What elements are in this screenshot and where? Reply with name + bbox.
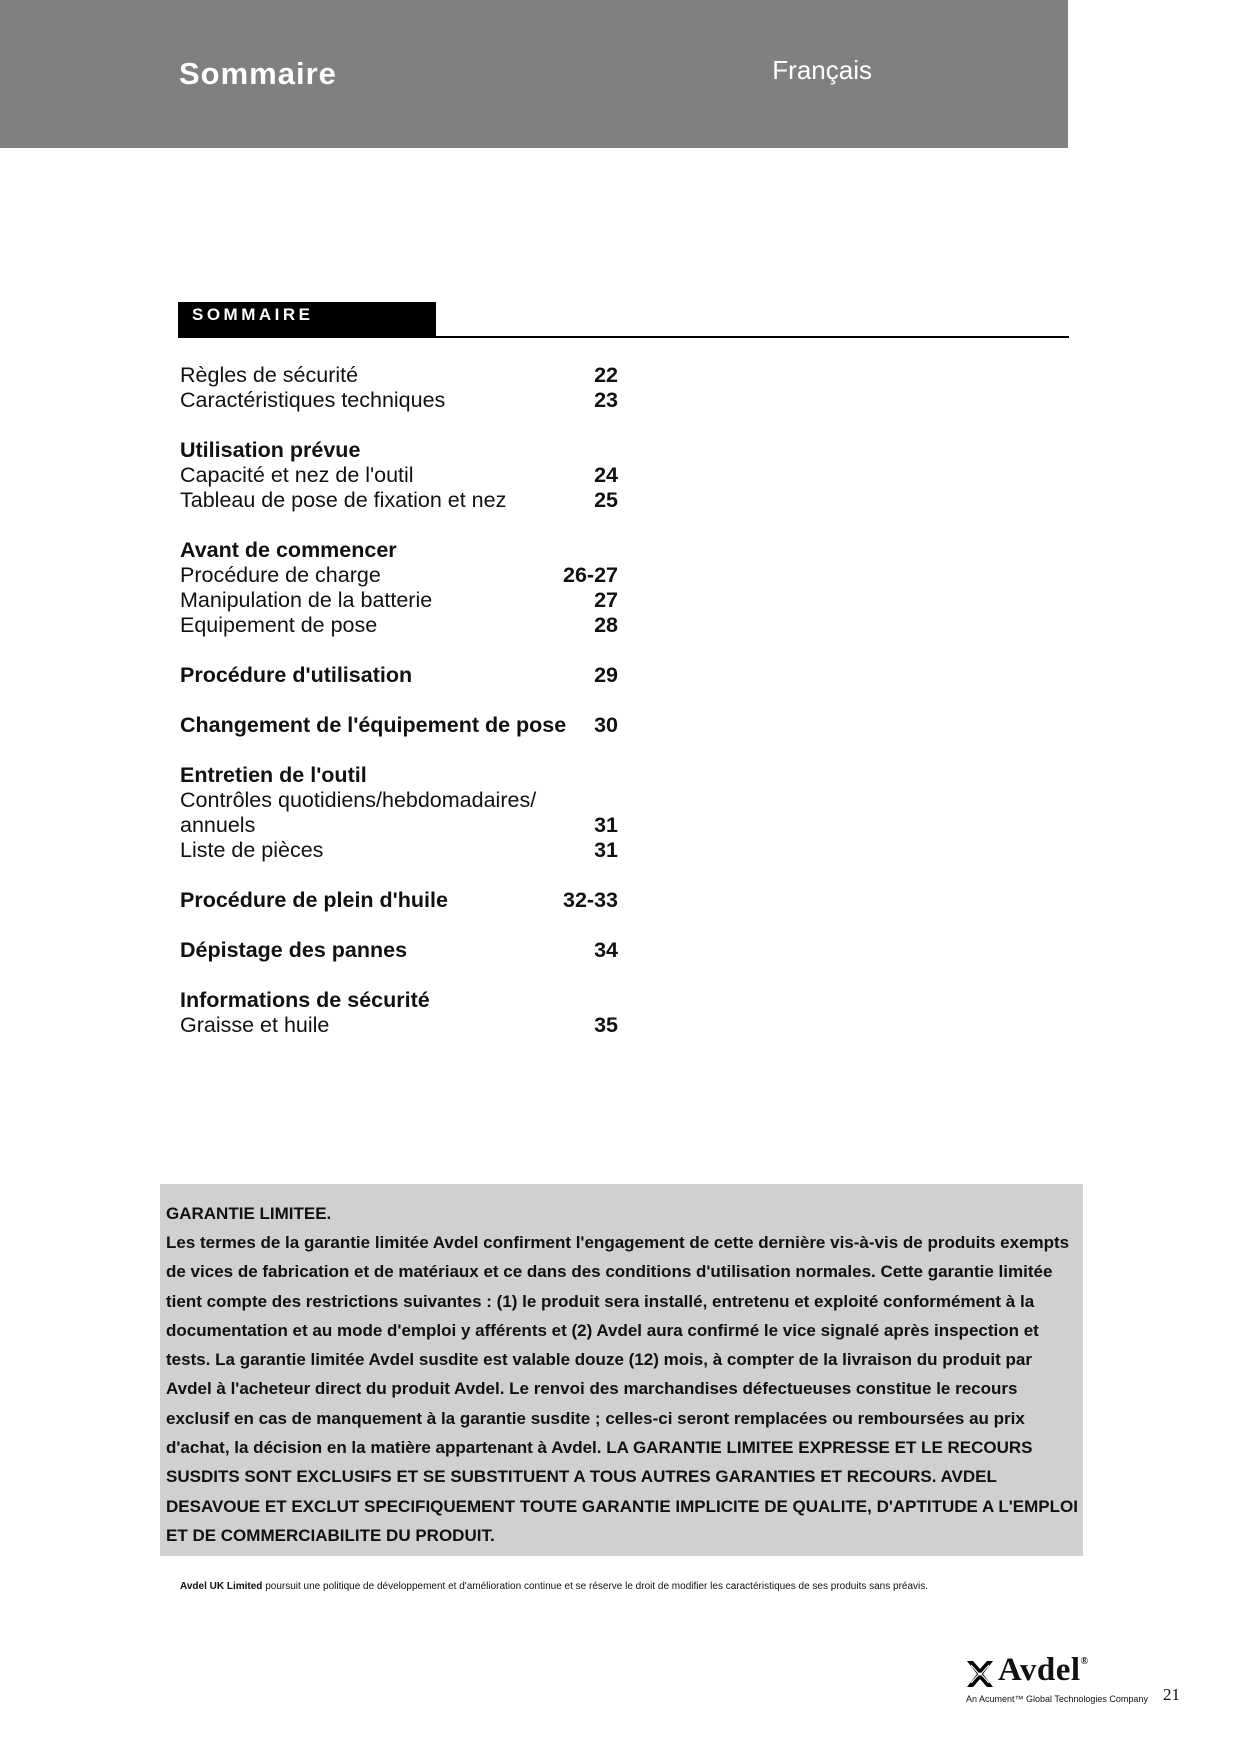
toc-entry-label: Liste de pièces	[180, 838, 324, 862]
toc-entry	[180, 1013, 618, 1038]
toc-spacer	[180, 513, 618, 538]
page-number: 21	[1163, 1685, 1180, 1704]
toc-section-heading	[180, 713, 618, 738]
toc-spacer	[180, 863, 618, 888]
toc-section-heading	[180, 763, 618, 788]
toc-entry-page: 23	[594, 388, 618, 412]
registered-mark: ®	[1080, 1656, 1089, 1667]
toc-entry-label: Informations de sécurité	[180, 988, 430, 1012]
toc-entry	[180, 838, 618, 863]
toc-section-heading	[180, 663, 618, 688]
warranty-title: GARANTIE LIMITEE.	[166, 1204, 332, 1223]
toc-entry-page: 31	[594, 813, 618, 837]
toc-entry-label: Utilisation prévue	[180, 438, 361, 462]
table-of-contents	[180, 363, 618, 1038]
toc-spacer	[180, 688, 618, 713]
toc-entry-label: Manipulation de la batterie	[180, 588, 433, 612]
language-label: Français	[772, 55, 872, 85]
toc-section-heading	[180, 988, 618, 1013]
toc-entry-label: Procédure de plein d'huile	[180, 888, 448, 912]
toc-entry-page: 27	[594, 588, 618, 612]
toc-entry-label: Procédure de charge	[180, 563, 381, 587]
footnote	[180, 1581, 928, 1592]
toc-spacer	[180, 738, 618, 763]
toc-entry-page: 26-27	[563, 563, 618, 587]
toc-entry	[180, 788, 618, 813]
toc-entry	[180, 488, 618, 513]
toc-entry-page: 25	[594, 488, 618, 512]
toc-entry-label: Capacité et nez de l'outil	[180, 463, 414, 487]
toc-entry-label: annuels	[180, 813, 256, 837]
toc-entry-page: 30	[594, 713, 618, 737]
toc-spacer	[180, 638, 618, 663]
toc-section-heading	[180, 938, 618, 963]
avdel-wordmark: Avdel®	[998, 1652, 1089, 1688]
toc-entry-label: Contrôles quotidiens/hebdomadaires/	[180, 788, 537, 812]
toc-entry-label: Tableau de pose de fixation et nez	[180, 488, 507, 512]
toc-spacer	[180, 963, 618, 988]
warranty-text: Les termes de la garantie limitée Avdel confirment l'engagement de cette dernière vis-à-vis de produits exempts de vices de fabrication et de matériaux et ce dans des conditions d'utilisation normales. Cette garantie limitée tient compte des restrictions suivantes : (1) le produit sera installé, entretenu et exploité conformément à la documentation et au mode d'emploi y afférents et (2) Avdel aura confirmé le vice signalé après inspection et tests. La garantie limitée Avdel susdite est valable douze (12) mois, à compter de la livraison du produit par Avdel à l'acheteur direct du produit Avdel. Le renvoi des marchandises défectueuses constitue le recours exclusif en cas de manquement à la garantie susdite ; celles-ci seront remplacées ou remboursées au prix d'achat, la décision en la matière appartenant à Avdel. LA GARANTIE LIMITEE EXPRESSE ET LE RECOURS SUSDITS SONT EXCLUSIFS ET SE SUBSTITUENT A TOUS AUTRES GARANTIES ET RECOURS. AVDEL DESAVOUE ET EXCLUT SPECIFIQUEMENT TOUTE GARANTIE IMPLICITE DE QUALITE, D'APTITUDE A L'EMPLOI ET DE COMMERCIABILITE DU PRODUIT.	[166, 1233, 1078, 1545]
toc-entry-label: Avant de commencer	[180, 538, 397, 562]
toc-entry-label: Dépistage des pannes	[180, 938, 408, 962]
toc-entry-label: Règles de sécurité	[180, 363, 359, 387]
toc-entry	[180, 363, 618, 388]
section-heading-label: SOMMAIRE	[192, 305, 314, 324]
toc-entry	[180, 463, 618, 488]
toc-entry-page: 35	[594, 1013, 618, 1037]
toc-entry-page: 29	[594, 663, 618, 687]
toc-entry-page: 24	[594, 463, 618, 487]
warranty-box	[160, 1184, 1083, 1556]
toc-section-heading	[180, 538, 618, 563]
toc-entry	[180, 388, 618, 413]
toc-spacer	[180, 413, 618, 438]
toc-entry	[180, 563, 618, 588]
section-divider	[178, 336, 1069, 338]
avdel-tagline: An Acument™ Global Technologies Company	[966, 1694, 1148, 1704]
toc-entry-label: Equipement de pose	[180, 613, 378, 637]
avdel-logo	[966, 1652, 1148, 1710]
toc-entry-page: 28	[594, 613, 618, 637]
toc-entry	[180, 613, 618, 638]
toc-section-heading	[180, 438, 618, 463]
toc-entry-page: 32-33	[563, 888, 618, 912]
toc-entry-label: Caractéristiques techniques	[180, 388, 446, 412]
toc-entry-label: Changement de l'équipement de pose	[180, 713, 567, 737]
toc-entry-page: 22	[594, 363, 618, 387]
toc-spacer	[180, 913, 618, 938]
avdel-logo-mark-icon	[966, 1660, 994, 1688]
section-heading-tab	[178, 302, 436, 337]
header-band	[0, 0, 1068, 148]
toc-entry-label: Procédure d'utilisation	[180, 663, 413, 687]
toc-section-heading	[180, 888, 618, 913]
toc-entry-label: Entretien de l'outil	[180, 763, 367, 787]
toc-entry-label: Graisse et huile	[180, 1013, 330, 1037]
toc-entry-page: 34	[594, 938, 618, 962]
footnote-text: poursuit une politique de développement et d'amélioration continue et se réserve le droit de modifier les caractéristiques de ses produits sans préavis.	[262, 1581, 929, 1592]
toc-entry	[180, 813, 618, 838]
page-title: Sommaire	[179, 56, 337, 91]
footnote-company: Avdel UK Limited	[180, 1581, 263, 1592]
toc-entry-page: 31	[594, 838, 618, 862]
toc-entry	[180, 588, 618, 613]
